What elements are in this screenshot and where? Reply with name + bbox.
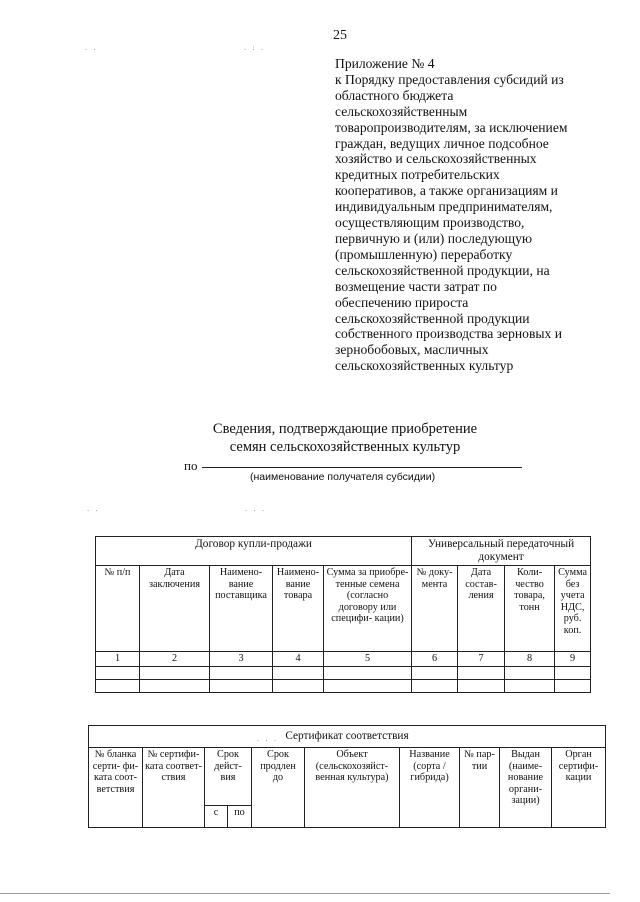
- sub-header-to: по: [228, 806, 252, 828]
- empty-cell: [505, 679, 555, 692]
- empty-cell: [96, 666, 140, 679]
- column-header: Выдан (наиме- нование органи- зации): [500, 748, 552, 828]
- empty-cell: [505, 666, 555, 679]
- appendix-line: осуществляющим производство,: [335, 215, 525, 231]
- column-header: Срок дейст- вия: [205, 748, 252, 806]
- column-header: Коли- чество товара, тонн: [505, 566, 555, 652]
- empty-cell: [273, 679, 324, 692]
- column-header: № доку- мента: [412, 566, 458, 652]
- empty-cell: [273, 666, 324, 679]
- empty-cell: [210, 679, 273, 692]
- appendix-line: сельскохозяйственной продукции, на: [335, 262, 550, 278]
- column-number: 2: [140, 652, 210, 667]
- appendix-line: к Порядку предоставления субсидий из: [335, 71, 564, 87]
- appendix-line: сельскохозяйственных культур: [335, 358, 514, 374]
- empty-cell: [555, 679, 591, 692]
- appendix-line: собственного производства зерновых и: [335, 326, 562, 342]
- heading-line-2: семян сельскохозяйственных культур: [229, 439, 461, 455]
- scan-speck: . .: [84, 44, 97, 52]
- footer-rule: [0, 893, 610, 894]
- sub-header-from: с: [205, 806, 228, 828]
- column-number: 8: [505, 652, 555, 667]
- appendix-line: (промышленную) переработку: [335, 246, 513, 262]
- column-number: 5: [324, 652, 412, 667]
- appendix-line: сельскохозяйственной продукции: [335, 310, 530, 326]
- appendix-line: сельскохозяйственным: [335, 103, 468, 119]
- recipient-hint: (наименование получателя субсидии): [250, 471, 436, 483]
- column-header: Дата заключения: [140, 566, 210, 652]
- empty-cell: [412, 679, 458, 692]
- column-header: Срок продлен до: [252, 748, 305, 828]
- column-header: № сертифи- ката соответ- ствия: [143, 748, 205, 828]
- empty-cell: [210, 666, 273, 679]
- recipient-line: [184, 458, 197, 474]
- heading-line-1: Сведения, подтверждающие приобретение: [212, 421, 478, 437]
- empty-cell: [324, 679, 412, 692]
- certificate-table: [88, 725, 606, 828]
- column-header: Наимено- вание поставщика: [210, 566, 273, 652]
- appendix-line: возмещение части затрат по: [335, 278, 497, 294]
- appendix-line: обеспечению прироста: [335, 294, 469, 310]
- empty-cell: [458, 679, 505, 692]
- column-number: 6: [412, 652, 458, 667]
- appendix-line: товаропроизводителям, за исключением: [335, 119, 568, 135]
- empty-cell: [140, 666, 210, 679]
- column-header: Сумма за приобре- тенные семена (согласно договору или специфи- кации): [324, 566, 412, 652]
- column-number: 4: [273, 652, 324, 667]
- group-header-upd: Универсальный передаточный документ: [412, 537, 591, 566]
- column-header: Объект (сельскохозяйст- венная культура): [305, 748, 400, 828]
- scan-speck: . .: [86, 505, 99, 513]
- page-number: 25: [333, 28, 347, 43]
- scan-speck: . : .: [243, 44, 265, 52]
- appendix-line: граждан, ведущих личное подсобное: [335, 135, 549, 151]
- column-header: № пар- тии: [460, 748, 500, 828]
- appendix-line: хозяйство и сельскохозяйственных: [335, 151, 537, 167]
- appendix-line: первичную и (или) последующую: [335, 230, 533, 246]
- column-header: Название (сорта / гибрида): [400, 748, 460, 828]
- appendix-line: зернобобовых, масличных: [335, 342, 489, 358]
- purchase-table: [95, 536, 591, 693]
- appendix-note: [335, 56, 620, 374]
- empty-cell: [96, 679, 140, 692]
- empty-cell: [140, 679, 210, 692]
- scan-speck: . . .: [244, 505, 266, 513]
- group-header-contract: Договор купли-продажи: [96, 537, 412, 566]
- empty-cell: [412, 666, 458, 679]
- table-row: [96, 679, 591, 692]
- appendix-line: областного бюджета: [335, 87, 454, 103]
- column-header: № п/п: [96, 566, 140, 652]
- table-row: [96, 666, 591, 679]
- empty-cell: [458, 666, 505, 679]
- empty-cell: [555, 666, 591, 679]
- column-number: 9: [555, 652, 591, 667]
- group-header-certificate: Сертификат соответствия: [89, 726, 606, 748]
- column-number: 7: [458, 652, 505, 667]
- column-number: 3: [210, 652, 273, 667]
- column-header: Сумма без учета НДС, руб. коп.: [555, 566, 591, 652]
- recipient-blank-field: [202, 467, 522, 468]
- column-header: Орган сертифи- кации: [552, 748, 606, 828]
- recipient-prefix: по: [184, 458, 198, 473]
- document-heading: [0, 420, 640, 456]
- column-number: 1: [96, 652, 140, 667]
- appendix-line: кредитных потребительских: [335, 167, 500, 183]
- appendix-line: Приложение № 4: [335, 56, 435, 71]
- column-header: Наимено- вание товара: [273, 566, 324, 652]
- appendix-line: индивидуальным предпринимателям,: [335, 199, 553, 215]
- scan-speck: . . .: [256, 735, 278, 743]
- column-header: № бланка серти- фи- ката соот- ветствия: [89, 748, 143, 828]
- empty-cell: [324, 666, 412, 679]
- column-header: Дата состав- ления: [458, 566, 505, 652]
- appendix-line: кооперативов, а также организациям и: [335, 183, 558, 199]
